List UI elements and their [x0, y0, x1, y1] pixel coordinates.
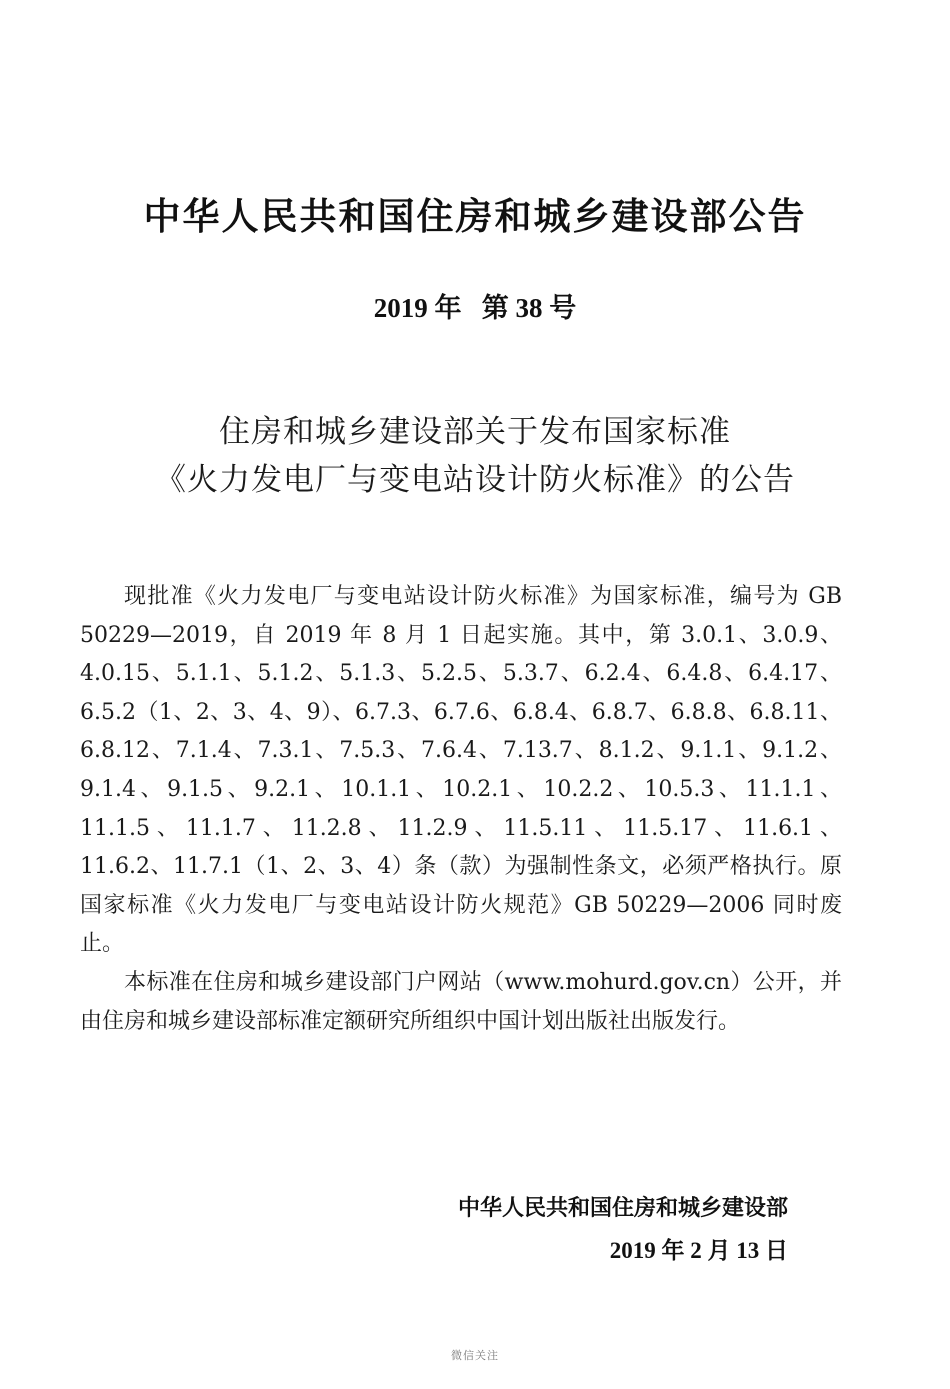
announcement-subtitle: [0, 408, 950, 504]
subtitle-line-1: 住房和城乡建设部关于发布国家标准: [219, 414, 731, 450]
footer-watermark: 微信关注: [451, 1349, 499, 1362]
issue-date: 2019 年 2 月 13 日: [609, 1238, 788, 1263]
body-paragraph-2: 本标准在住房和城乡建设部门户网站（www.mohurd.gov.cn）公开，并由住房和城乡建设部标准定额研究所组织中国计划出版社出版发行。: [80, 969, 842, 1034]
body-paragraph-1: 现批准《火力发电厂与变电站设计防火标准》为国家标准，编号为 GB 50229—2019，自 2019 年 8 月 1 日起实施。其中，第 3.0.1、3.0.9、4.0.15、5.1.1、5.1.2、5.1.3、5.2.5、5.3.7、6.2.4、6.4.8、6.4.17、6.5.2（1、2、3、4、9）、6.7.3、6.7.6、6.8.4、6.8.7、6.8.8、6.8.11、6.8.12、7.1.4、7.3.1、7.5.3、7.6.4、7.13.7、8.1.2、9.1.1、9.1.2、9.1.4、9.1.5、9.2.1、10.1.1、10.2.1、10.2.2、10.5.3、11.1.1、11.1.5、11.1.7、11.2.8、11.2.9、11.5.11、11.5.17、11.6.1、11.6.2、11.7.1（1、2、3、4）条（款）为强制性条文，必须严格执行。原国家标准《火力发电厂与变电站设计防火规范》GB 50229—2006 同时废止。: [80, 584, 842, 957]
subtitle-line-2: 《火力发电厂与变电站设计防火标准》的公告: [155, 462, 795, 498]
issuer-name: 中华人民共和国住房和城乡建设部: [457, 1196, 788, 1221]
announcement-title: 中华人民共和国住房和城乡建设部公告: [143, 195, 807, 238]
announcement-number: 2019 年 第 38 号: [373, 293, 577, 323]
announcement-body: [80, 578, 842, 1041]
signature-block: [458, 1188, 788, 1272]
